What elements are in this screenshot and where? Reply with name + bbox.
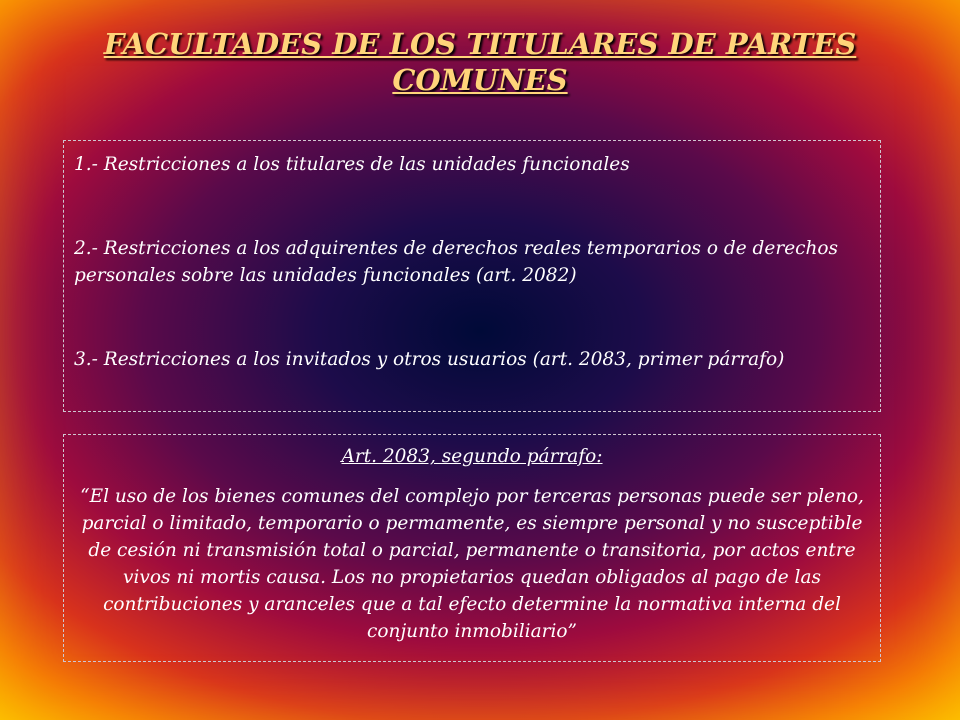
restriction-item-2: 2.- Restricciones a los adquirentes de derechos reales temporarios o de derechos personales sobre las unidades funcionales (art. 2082) — [74, 238, 839, 286]
article-quote: “El uso de los bienes comunes del complejo por terceras personas puede ser pleno, parcial o limitado, temporario o permamente, es siempre personal y no susceptible de cesión ni transmisión total o parcial, permanente o transitoria, por actos entre vivos ni mortis causa. Los no propietarios quedan obligados al pago de las contribuciones y aranceles que a tal efecto determine la normativa interna del conjunto inmobiliario” — [80, 486, 864, 642]
article-heading: Art. 2083, segundo párrafo: — [341, 446, 603, 467]
restriction-item-1: 1.- Restricciones a los titulares de las unidades funcionales — [74, 154, 630, 175]
restriction-item-3: 3.- Restricciones a los invitados y otros usuarios (art. 2083, primer párrafo) — [74, 349, 785, 370]
slide-title: FACULTADES DE LOS TITULARES DE PARTES COMUNES — [103, 27, 857, 97]
article-box — [63, 434, 881, 662]
restrictions-box — [63, 140, 881, 412]
